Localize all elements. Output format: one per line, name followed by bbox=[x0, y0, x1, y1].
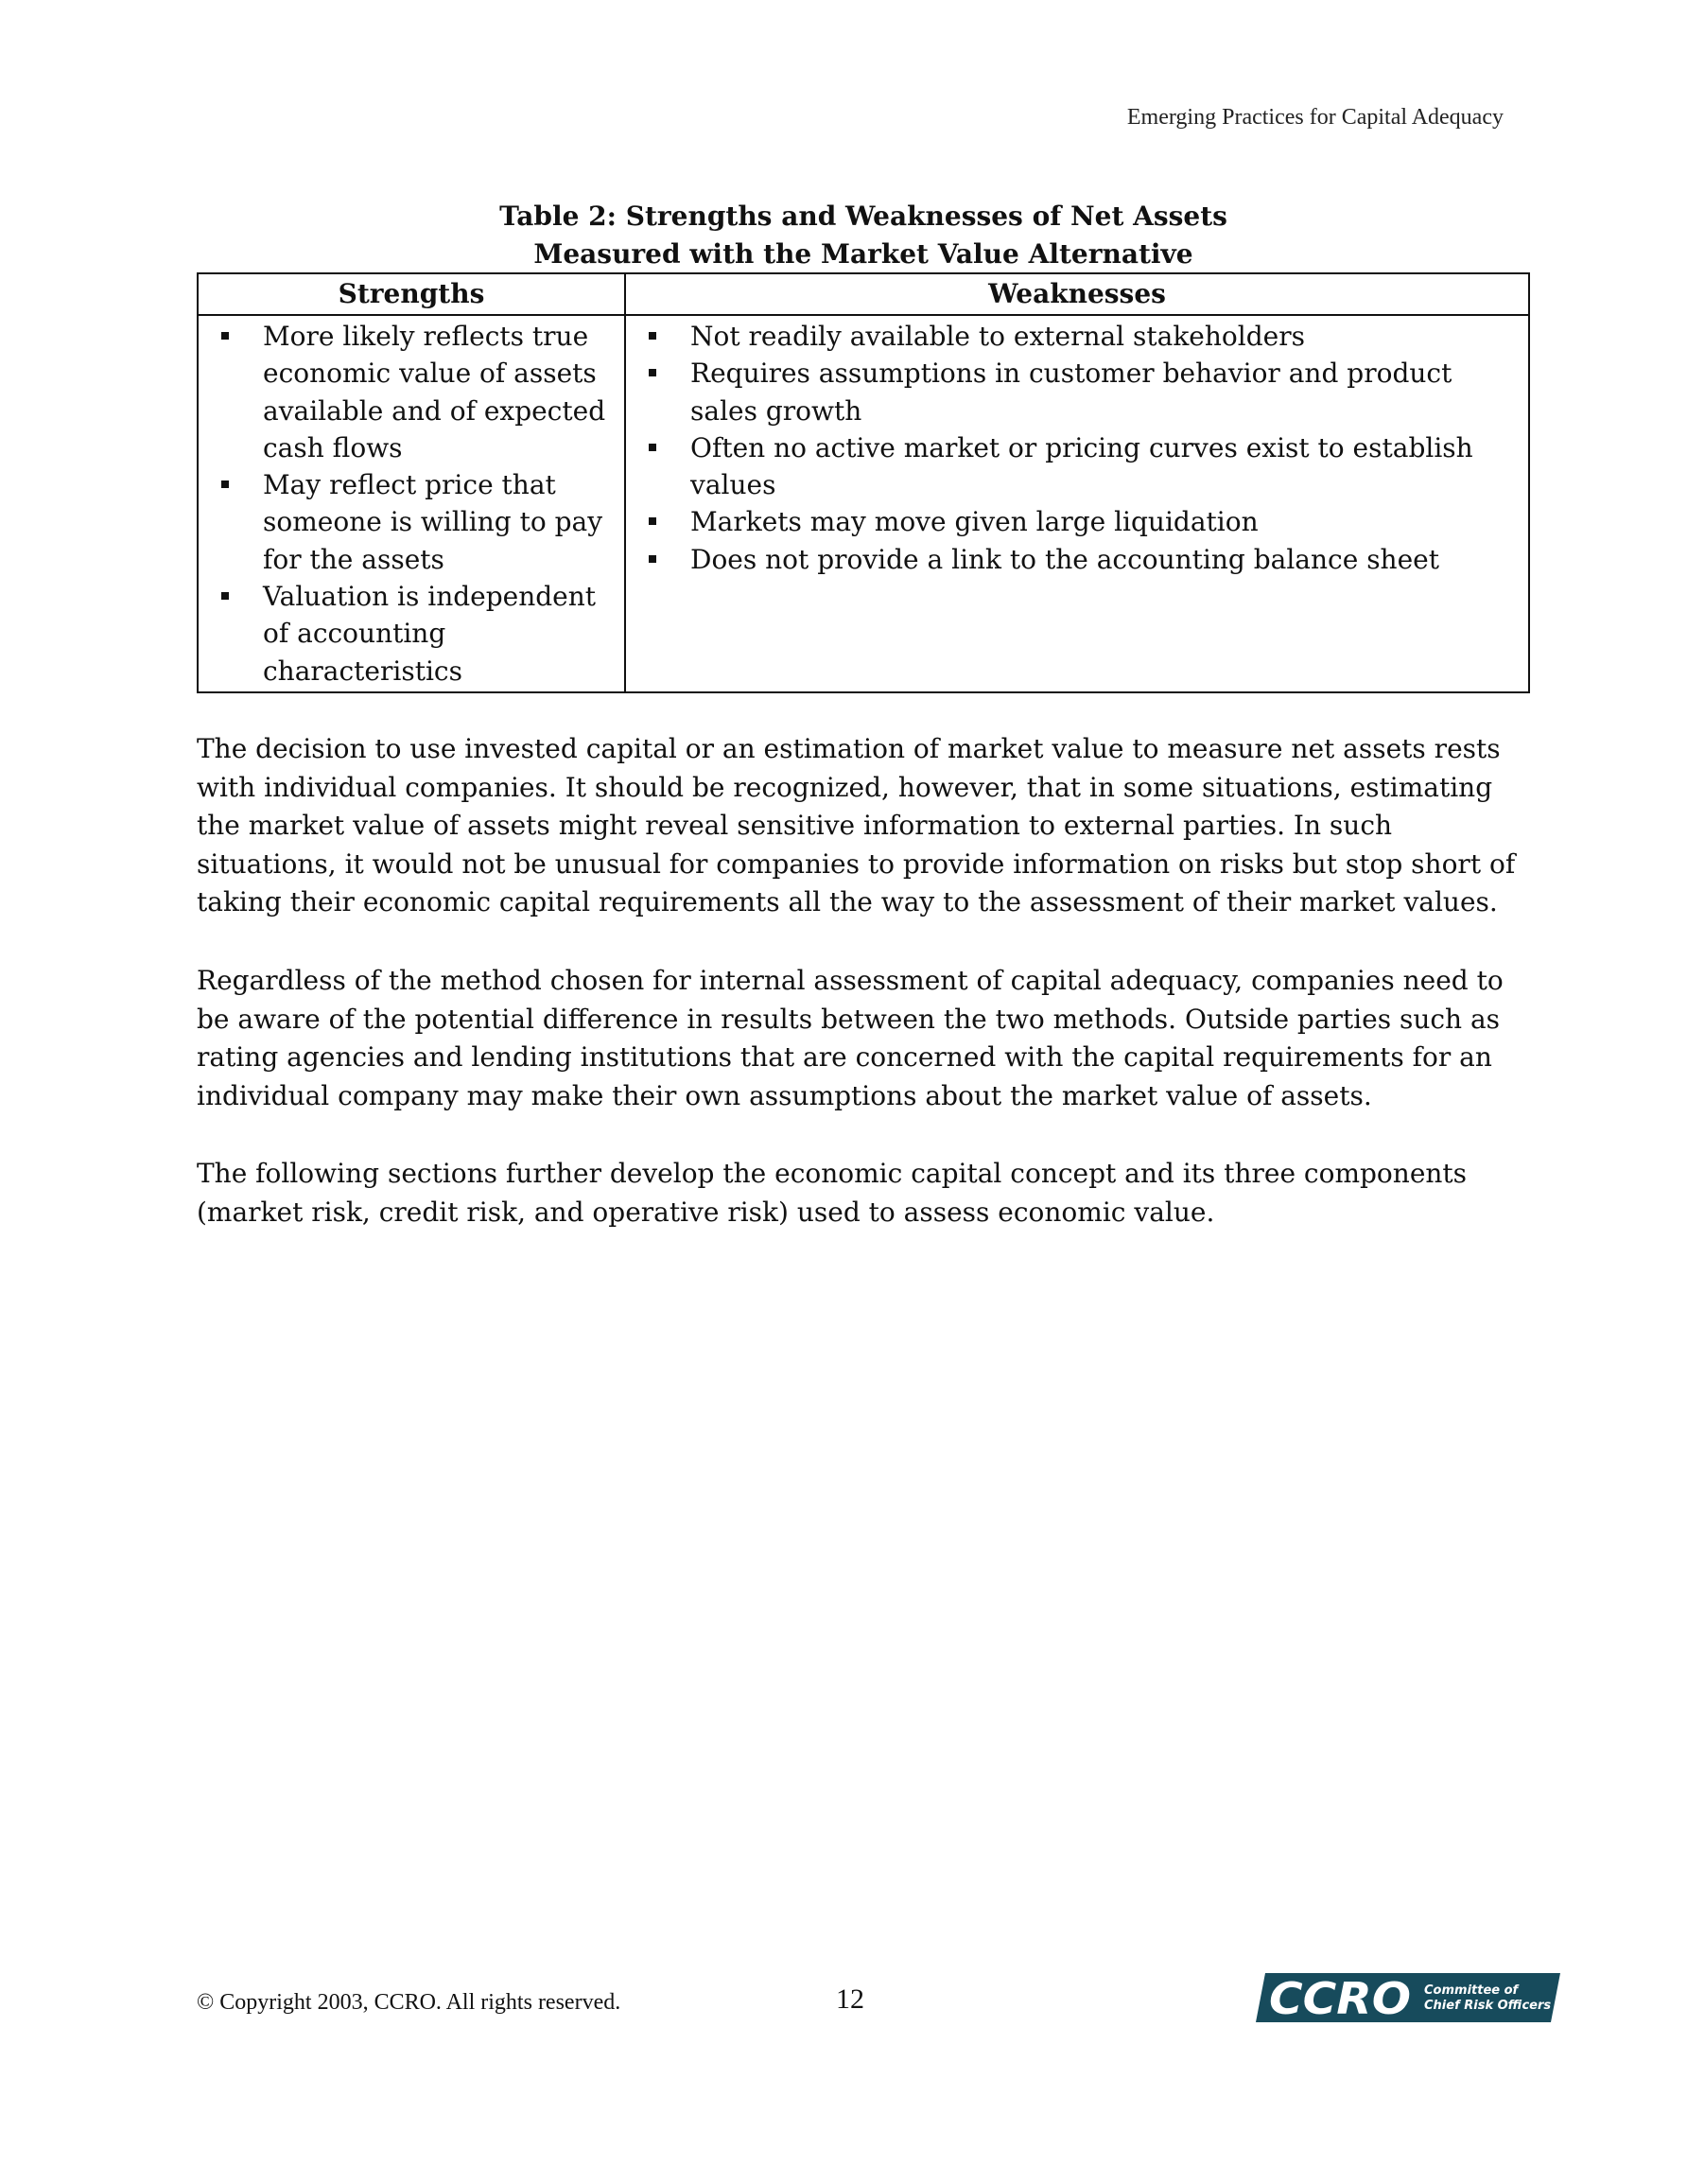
square-bullet-icon bbox=[221, 332, 229, 340]
copyright-notice: © Copyright 2003, CCRO. All rights reserved. bbox=[197, 1990, 621, 2015]
list-item bbox=[206, 318, 615, 466]
body-paragraph-2: Regardless of the method chosen for internal assessment of capital adequacy, companies need to be aware of the potential difference in results between the two methods. Outside parties such as rating agencies and lending institutions that are concerned with the capital requirements for an individual company may make their own assumptions about the market value of assets. bbox=[197, 965, 1504, 1111]
list-item bbox=[634, 503, 1519, 540]
table-caption-line1: Table 2: Strengths and Weaknesses of Net Assets bbox=[499, 201, 1227, 232]
square-bullet-icon bbox=[221, 480, 229, 488]
weakness-text: Often no active market or pricing curves exist to establish values bbox=[690, 431, 1473, 501]
logo-tagline-line1: Committee of bbox=[1424, 1983, 1519, 1998]
ccro-logo bbox=[1256, 1973, 1560, 2022]
square-bullet-icon bbox=[649, 369, 656, 376]
weakness-text: Markets may move given large liquidation bbox=[690, 506, 1259, 538]
square-bullet-icon bbox=[221, 592, 229, 600]
strengths-weaknesses-table bbox=[197, 272, 1530, 693]
list-item bbox=[206, 466, 615, 578]
running-header: Emerging Practices for Capital Adequacy bbox=[1126, 105, 1504, 130]
strengths-list bbox=[206, 318, 615, 690]
table-row bbox=[198, 315, 1529, 692]
weaknesses-cell bbox=[625, 315, 1529, 692]
square-bullet-icon bbox=[649, 444, 656, 451]
strength-text: Valuation is independent of accounting characteristics bbox=[263, 581, 597, 687]
table-header-row bbox=[198, 273, 1529, 315]
logo-wordmark: CCRO bbox=[1269, 1973, 1411, 2022]
strength-text: May reflect price that someone is willing to pay for the assets bbox=[263, 469, 603, 575]
list-item bbox=[634, 355, 1519, 429]
strengths-weaknesses-table-wrapper bbox=[197, 272, 1530, 693]
weakness-text: Requires assumptions in customer behavior and product sales growth bbox=[690, 358, 1452, 427]
square-bullet-icon bbox=[649, 517, 656, 525]
weakness-text: Not readily available to external stakeholders bbox=[690, 321, 1305, 352]
list-item bbox=[206, 578, 615, 690]
page-number: 12 bbox=[836, 1983, 864, 2015]
list-item bbox=[634, 429, 1519, 504]
logo-tagline-line2: Chief Risk Officers bbox=[1424, 1999, 1552, 2013]
body-paragraph-1: The decision to use invested capital or an estimation of market value to measure net assets rests with individual companies. It should be recognized, however, that in some situations, estimating the market value of assets might reveal sensitive information to external parties. In such situations, it would not be unusual for companies to provide information on risks but stop short of taking their economic capital requirements all the way to the assessment of their market values. bbox=[197, 733, 1516, 918]
list-item bbox=[634, 541, 1519, 578]
strength-text: More likely reflects true economic value of assets available and of expected cash flows bbox=[263, 321, 606, 463]
list-item bbox=[634, 318, 1519, 355]
table-caption-line2: Measured with the Market Value Alternative bbox=[533, 238, 1193, 270]
weaknesses-list bbox=[634, 318, 1519, 578]
square-bullet-icon bbox=[649, 332, 656, 340]
square-bullet-icon bbox=[649, 555, 656, 563]
strengths-cell bbox=[198, 315, 625, 692]
table-caption bbox=[197, 198, 1530, 273]
column-header-strengths: Strengths bbox=[198, 273, 625, 315]
column-header-weaknesses: Weaknesses bbox=[625, 273, 1529, 315]
weakness-text: Does not provide a link to the accounting balance sheet bbox=[690, 543, 1439, 575]
body-paragraph-3: The following sections further develop the economic capital concept and its three components (market risk, credit risk, and operative risk) used to assess economic value. bbox=[197, 1158, 1468, 1228]
